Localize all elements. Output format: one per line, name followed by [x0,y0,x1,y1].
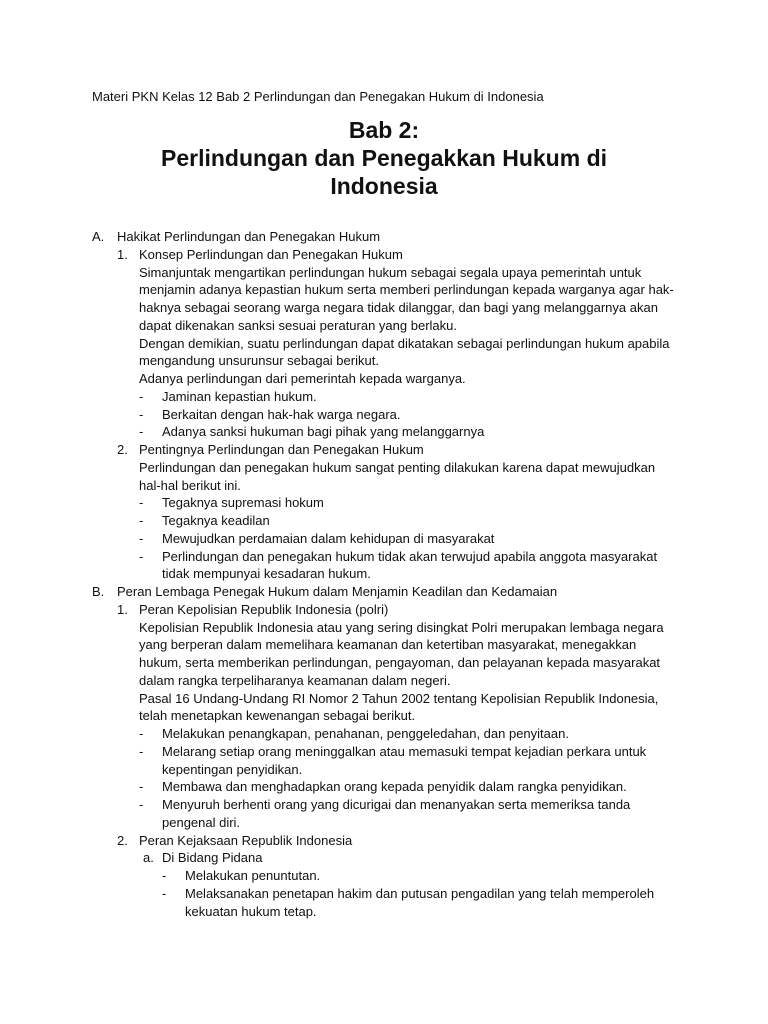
title-line-3: Indonesia [330,173,438,199]
section-title: Peran Lembaga Penegak Hukum dalam Menjamin Keadilan dan Kedamaian [117,584,558,599]
bullet-item [0,423,768,441]
paragraph-line: menjamin adanya kepastian hukum serta memberi perlindungan kepada warganya agar hak- [139,282,674,298]
dash-bullet: - [139,388,144,404]
section-marker: B. [92,584,105,599]
title-line-1: Bab 2: [348,117,420,143]
paragraph-line: telah menetapkan kewenangan sebagai berikut. [139,708,416,724]
item-title: Peran Kepolisian Republik Indonesia (polri) [139,601,389,617]
paragraph-line: hukum, serta memberikan perlindungan, pengayoman, dan pelayanan kepada masyarakat [139,655,661,670]
dash-bullet: - [139,548,144,564]
bullet-item [0,725,768,743]
dash-bullet: - [139,726,144,741]
bullet-text: Membawa dan menghadapkan orang kepada penyidik dalam rangka penyidikan. [162,779,627,795]
paragraph-line: Adanya perlindungan dari pemerintah kepada warganya. [139,371,466,386]
bullet-text: Jaminan kepastian hukum. [162,388,317,404]
item-heading [0,832,768,850]
document-body [0,228,768,920]
document-header: Materi PKN Kelas 12 Bab 2 Perlindungan dan Penegakan Hukum di Indonesia [92,89,544,104]
item-marker: 2. [117,832,128,848]
bullet-item [0,548,768,566]
item-marker: 1. [117,601,128,617]
bullet-item [0,743,768,761]
bullet-item [0,867,768,885]
bullet-text: Perlindungan dan penegakan hukum tidak akan terwujud apabila anggota masyarakat [162,548,658,564]
bullet-text: Tegaknya supremasi hokum [162,495,324,511]
paragraph-line: Pasal 16 Undang-Undang RI Nomor 2 Tahun 2002 tentang Kepolisian Republik Indonesia, [139,690,659,706]
item-marker: 2. [117,442,128,457]
paragraph-line: Perlindungan dan penegakan hukum sangat penting dilakukan karena dapat mewujudkan [139,459,656,475]
section-a-heading [0,228,768,246]
dash-bullet: - [139,530,144,546]
bullet-item [0,388,768,406]
bullet-continuation: kekuatan hukum tetap. [185,903,317,919]
subitem-marker: a. [143,850,154,866]
bullet-item [0,778,768,796]
paragraph-line: Simanjuntak mengartikan perlindungan hukum sebagai segala upaya pemerintah untuk [139,264,642,280]
bullet-item [0,796,768,814]
bullet-text: Berkaitan dengan hak-hak warga negara. [162,406,401,422]
section-b-heading [0,583,768,601]
section-title: Hakikat Perlindungan dan Penegakan Hukum [117,229,381,244]
bullet-text: Mewujudkan perdamaian dalam kehidupan di masyarakat [162,530,495,546]
bullet-item [0,530,768,548]
dash-bullet: - [139,424,144,440]
paragraph-line: haknya sebagai seorang warga negara tidak dilanggar, dan bagi yang melanggarnya akan [139,300,658,315]
dash-bullet: - [139,513,144,528]
bullet-continuation: pengenal diri. [162,814,241,830]
bullet-text: Adanya sanksi hukuman bagi pihak yang melanggarnya [162,424,485,440]
paragraph-line: Kepolisian Republik Indonesia atau yang sering disingkat Polri merupakan lembaga negara [139,619,664,635]
dash-bullet: - [162,868,167,883]
bullet-text: Melaksanakan penetapan hakim dan putusan pengadilan yang telah memperoleh [185,885,655,901]
paragraph-line: hal-hal berikut ini. [139,477,241,493]
item-marker: 1. [117,246,128,262]
item-heading [0,246,768,264]
paragraph-line: mengandung unsurunsur sebagai berikut. [139,353,379,369]
title-line-2: Perlindungan dan Penegakkan Hukum di [160,145,608,171]
dash-bullet: - [139,495,144,511]
bullet-text: Menyuruh berhenti orang yang dicurigai dan menanyakan serta memeriksa tanda [162,797,631,812]
paragraph-line: Dengan demikian, suatu perlindungan dapat dikatakan sebagai perlindungan hukum apabila [139,335,670,351]
section-marker: A. [92,229,105,244]
dash-bullet: - [162,885,167,901]
item-heading [0,441,768,459]
bullet-item [0,406,768,424]
bullet-text: Melakukan penuntutan. [185,868,321,883]
item-title: Pentingnya Perlindungan dan Penegakan Hukum [139,442,424,457]
bullet-text: Melarang setiap orang meninggalkan atau memasuki tempat kejadian perkara untuk [162,743,647,759]
paragraph-line: dapat dikenakan sanksi sesuai peraturan yang berlaku. [139,317,457,333]
dash-bullet: - [139,779,144,795]
dash-bullet: - [139,406,144,422]
bullet-continuation: tidak mempunyai kesadaran hukum. [162,566,371,582]
page-title [0,116,768,200]
paragraph-line: dalam rangka terpeliharanya keamanan dalam negeri. [139,672,451,688]
item-title: Konsep Perlindungan dan Penegakan Hukum [139,246,403,262]
bullet-text: Melakukan penangkapan, penahanan, penggeledahan, dan penyitaan. [162,726,569,741]
dash-bullet: - [139,743,144,759]
bullet-item [0,512,768,530]
bullet-item [0,885,768,903]
subitem-title: Di Bidang Pidana [162,850,263,866]
item-title: Peran Kejaksaan Republik Indonesia [139,832,353,848]
bullet-text: Tegaknya keadilan [162,513,270,528]
bullet-item [0,494,768,512]
bullet-continuation: kepentingan penyidikan. [162,761,303,777]
dash-bullet: - [139,797,144,812]
paragraph-line: yang berperan dalam memelihara keamanan dan ketertiban masyarakat, menegakkan [139,637,637,653]
item-heading [0,601,768,619]
subitem-heading [0,849,768,867]
